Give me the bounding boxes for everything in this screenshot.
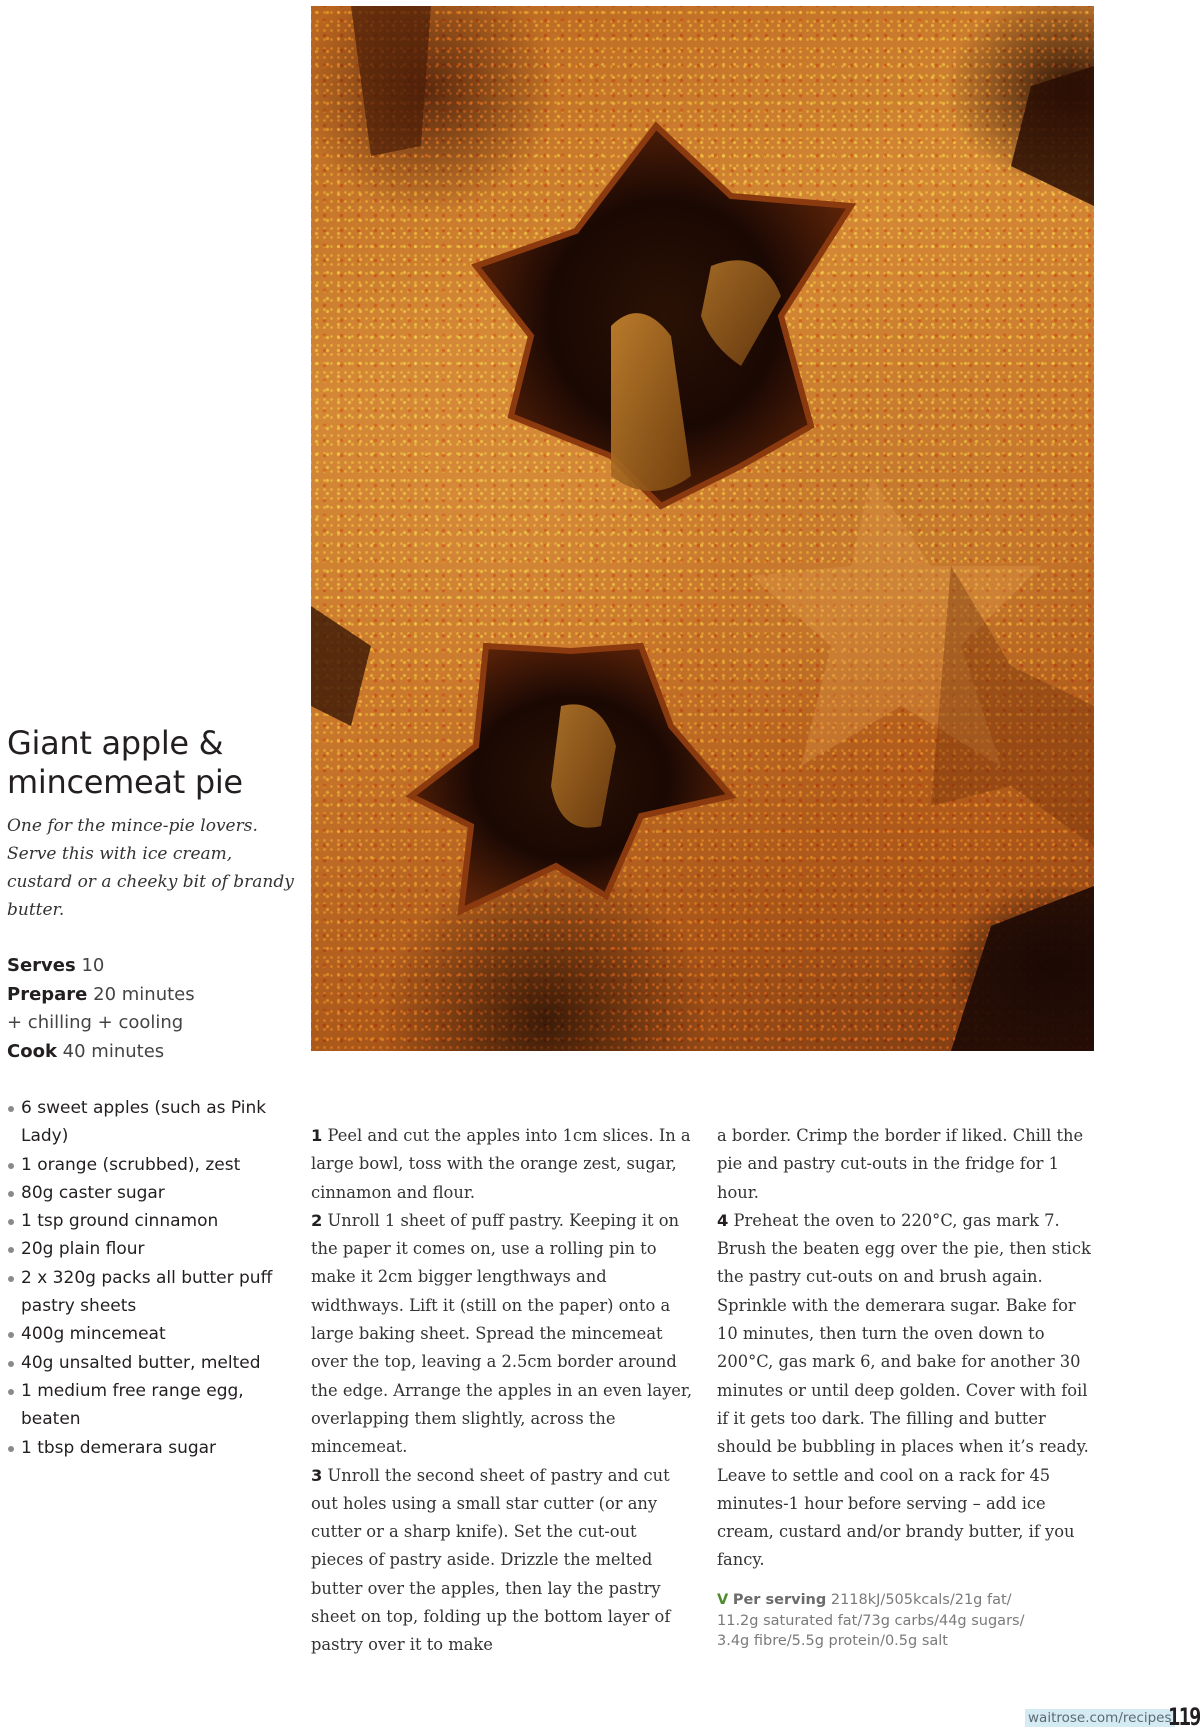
ingredient-item: 1 medium free range egg, beaten <box>7 1377 297 1434</box>
serves-value: 10 <box>81 955 105 976</box>
method-step: 4 Preheat the oven to 220°C, gas mark 7. Brush the beaten egg over the pie, then stick the pastry cut-outs on and brush again. Sprinkle with the demerara sugar. Bake for 10 minutes, then turn the oven down to 200°C, gas mark 6, and bake for another 30 minutes or until deep golden. Cover with foil if it gets too dark. The filling and butter should be bubbling in places when it’s ready. Leave to settle and cool on a rack for 45 minutes-1 hour before serving – add ice cream, custard and/or brandy butter, if you fancy. <box>717 1210 1091 1570</box>
website-link[interactable]: waitrose.com/recipes <box>1025 1709 1175 1727</box>
ingredient-item: 40g unsalted butter, melted <box>7 1349 297 1377</box>
recipe-photo <box>311 6 1094 1051</box>
bullet-icon <box>8 1389 14 1395</box>
step-number: 1 <box>311 1126 323 1145</box>
ingredient-item: 1 orange (scrubbed), zest <box>7 1151 297 1179</box>
ingredient-item: 400g mincemeat <box>7 1320 297 1348</box>
method-column-2 <box>717 1122 1099 1575</box>
ingredient-item: 6 sweet apples (such as Pink Lady) <box>7 1094 297 1151</box>
nutrition-info <box>717 1590 1047 1652</box>
ingredients-list <box>7 1094 297 1462</box>
star-hole-bottom <box>411 646 731 911</box>
bullet-icon <box>8 1247 14 1253</box>
per-serving-label: Per serving <box>732 1592 827 1608</box>
step-number: 3 <box>311 1465 323 1485</box>
step-number: 2 <box>311 1210 323 1230</box>
method-step-continued: a border. Crimp the border if liked. Chill the pie and pastry cut-outs in the fridge for 1 hour. <box>717 1126 1084 1202</box>
ingredient-item: 2 x 320g packs all butter puff pastry sheets <box>7 1264 297 1321</box>
serves-label: Serves <box>7 955 76 976</box>
bullet-icon <box>8 1191 14 1197</box>
serves-row <box>7 952 297 981</box>
ingredient-item: 80g caster sugar <box>7 1179 297 1207</box>
page-number: 119 <box>1168 1703 1200 1731</box>
cook-label: Cook <box>7 1040 57 1062</box>
cook-row <box>7 1038 297 1067</box>
recipe-intro: One for the mince-pie lovers. Serve this with ice cream, custard or a cheeky bit of brandy butter. <box>7 816 294 920</box>
nutrition-line-1: 2118kJ/505kcals/21g fat/ <box>830 1592 1012 1608</box>
bullet-icon <box>8 1361 14 1367</box>
method-step: 3 Unroll the second sheet of pastry and cut out holes using a small star cutter (or any cutter or a sharp knife). Set the cut-out pieces of pastry aside. Drizzle the melted butter over the apples, then lay the pastry sheet on top, folding up the bottom layer of pastry over it to make <box>311 1465 671 1655</box>
ingredient-item: 1 tsp ground cinnamon <box>7 1207 297 1235</box>
step-number: 4 <box>717 1210 729 1230</box>
prepare-extra: + chilling + cooling <box>7 1012 184 1033</box>
method-column-1 <box>311 1122 693 1660</box>
method-step: 2 Unroll 1 sheet of puff pastry. Keeping it on the paper it comes on, use a rolling pin to make it 2cm bigger lengthways and widthways. Lift it (still on the paper) onto a large baking sheet. Spread the mincemeat over the top, leaving a 2.5cm border around the edge. Arrange the apples in an even layer, overlapping them slightly, across the mincemeat. <box>311 1210 693 1457</box>
bullet-icon <box>8 1446 14 1452</box>
prepare-value: 20 minutes <box>93 983 195 1005</box>
prepare-label: Prepare <box>7 983 88 1005</box>
method-step: 1 Peel and cut the apples into 1cm slices. In a large bowl, toss with the orange zest, sugar, cinnamon and flour. <box>311 1126 691 1202</box>
ingredient-item: 20g plain flour <box>7 1235 297 1263</box>
cook-value: 40 minutes <box>62 1040 165 1062</box>
ingredient-item: 1 tbsp demerara sugar <box>7 1434 297 1462</box>
nutrition-line-3: 3.4g fibre/5.5g protein/0.5g salt <box>717 1633 948 1649</box>
bullet-icon <box>8 1276 14 1282</box>
recipe-title: Giant apple & mincemeat pie <box>7 724 243 801</box>
vegetarian-icon: V <box>717 1592 729 1608</box>
prepare-extra-row <box>7 1009 297 1038</box>
star-hole-top <box>476 126 851 506</box>
bullet-icon <box>8 1219 14 1225</box>
star-cutouts <box>311 6 1094 1051</box>
bullet-icon <box>8 1106 14 1112</box>
prepare-row <box>7 981 297 1010</box>
nutrition-line-2: 11.2g saturated fat/73g carbs/44g sugars/ <box>717 1612 1025 1629</box>
bullet-icon <box>8 1332 14 1338</box>
bullet-icon <box>8 1163 14 1169</box>
recipe-meta <box>7 952 297 1066</box>
